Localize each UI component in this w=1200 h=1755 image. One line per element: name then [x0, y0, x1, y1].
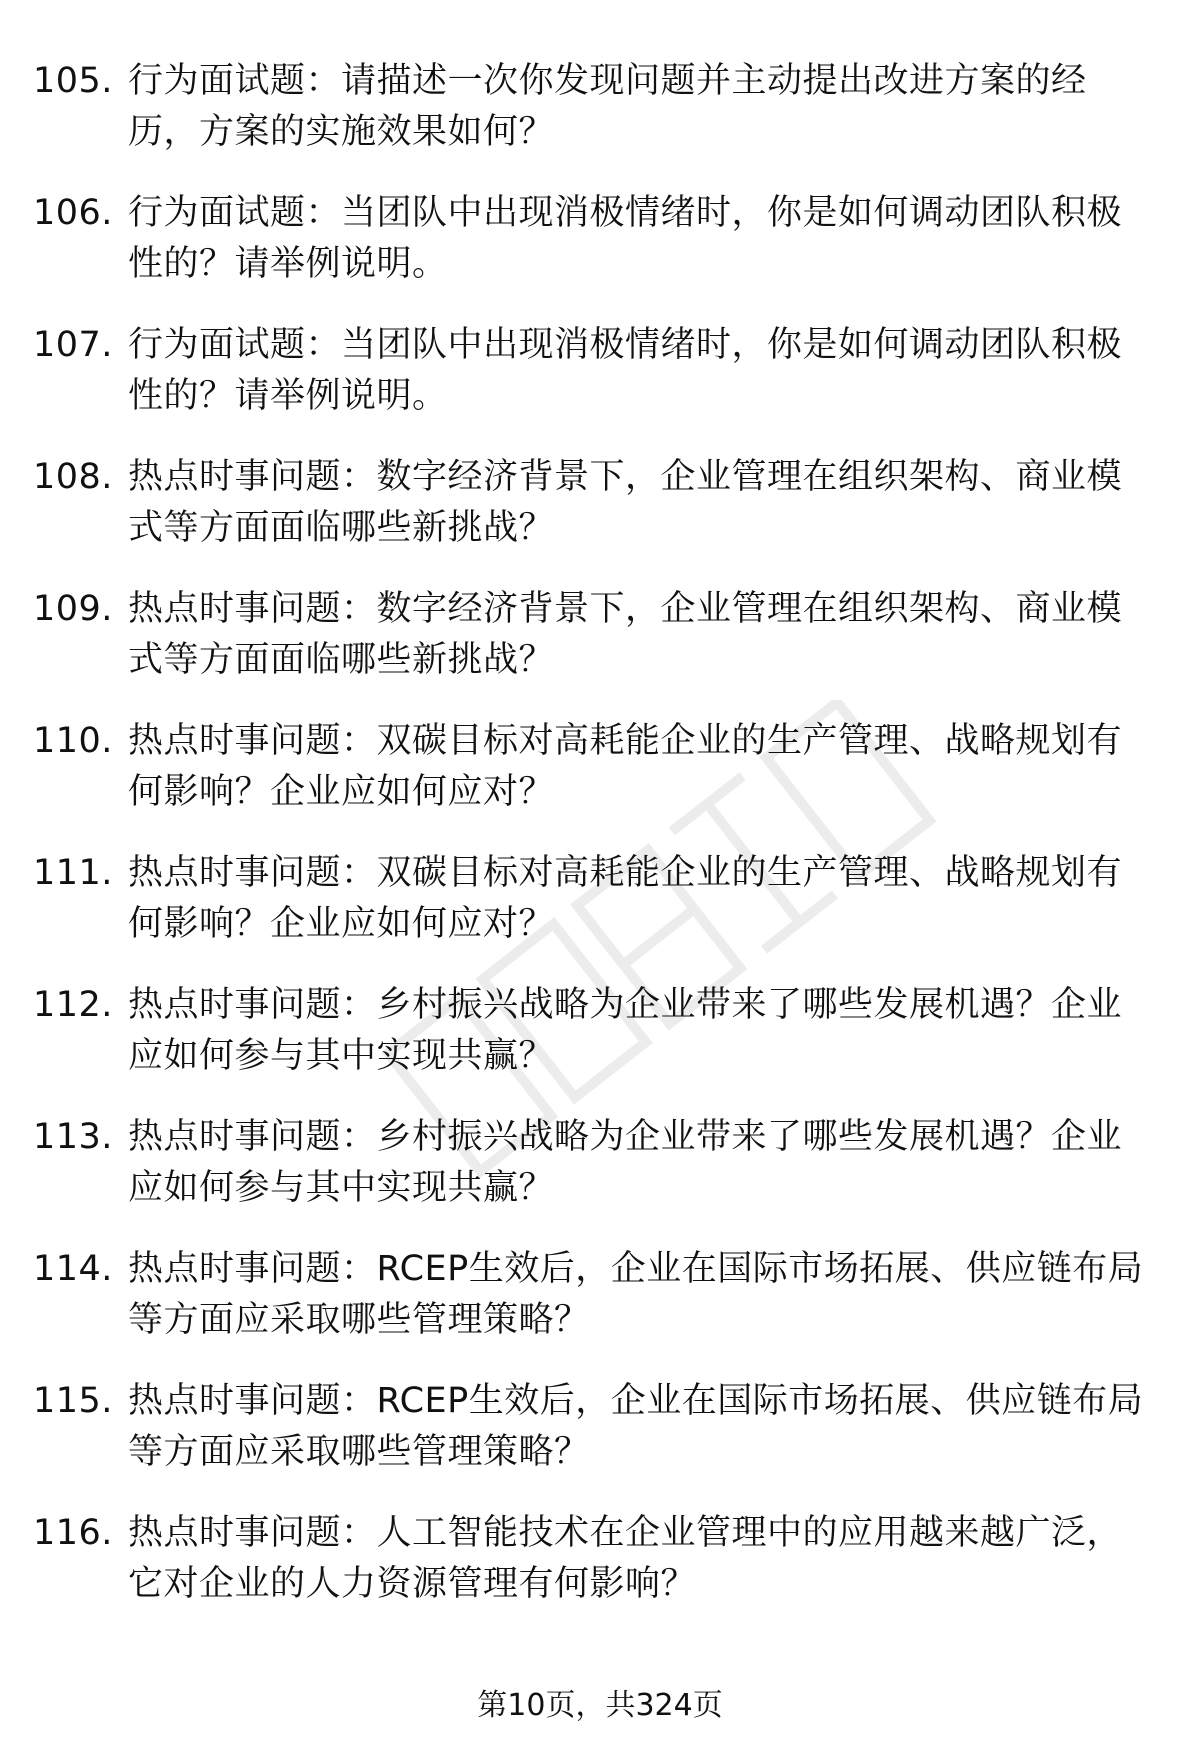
- list-item: [0, 320, 1200, 452]
- list-item: [0, 584, 1200, 716]
- question-text: 热点时事问题：乡村振兴战略为企业带来了哪些发展机遇？企业应如何参与其中实现共赢？: [128, 1117, 1123, 1208]
- page-number-footer: 第10页，共324页: [477, 1688, 723, 1723]
- question-number: 114.: [33, 1249, 113, 1289]
- question-number: 108.: [33, 457, 113, 497]
- question-list: [0, 56, 1200, 1640]
- question-number: 115.: [33, 1381, 113, 1421]
- list-item: [0, 980, 1200, 1112]
- question-text: 热点时事问题：双碳目标对高耗能企业的生产管理、战略规划有何影响？企业应如何应对？: [128, 721, 1123, 812]
- question-number: 106.: [33, 193, 113, 233]
- list-item: [0, 452, 1200, 584]
- question-text: 热点时事问题：数字经济背景下，企业管理在组织架构、商业模式等方面面临哪些新挑战？: [128, 457, 1123, 548]
- question-text: 热点时事问题：RCEP生效后，企业在国际市场拓展、供应链布局等方面应采取哪些管理策略？: [128, 1381, 1144, 1472]
- question-number: 111.: [33, 853, 113, 893]
- list-item: [0, 716, 1200, 848]
- list-item: [0, 188, 1200, 320]
- question-text: 行为面试题：请描述一次你发现问题并主动提出改进方案的经历，方案的实施效果如何？: [128, 61, 1087, 152]
- list-item: [0, 1508, 1200, 1640]
- list-item: [0, 1244, 1200, 1376]
- question-number: 107.: [33, 325, 113, 365]
- question-text: 热点时事问题：数字经济背景下，企业管理在组织架构、商业模式等方面面临哪些新挑战？: [128, 589, 1123, 680]
- question-text: 行为面试题：当团队中出现消极情绪时，你是如何调动团队积极性的？请举例说明。: [128, 193, 1123, 284]
- question-text: 热点时事问题：双碳目标对高耗能企业的生产管理、战略规划有何影响？企业应如何应对？: [128, 853, 1123, 944]
- list-item: [0, 1376, 1200, 1508]
- question-text: 行为面试题：当团队中出现消极情绪时，你是如何调动团队积极性的？请举例说明。: [128, 325, 1123, 416]
- question-text: 热点时事问题：RCEP生效后，企业在国际市场拓展、供应链布局等方面应采取哪些管理策略？: [128, 1249, 1144, 1340]
- question-number: 116.: [33, 1513, 113, 1553]
- list-item: [0, 848, 1200, 980]
- question-text: 热点时事问题：人工智能技术在企业管理中的应用越来越广泛，它对企业的人力资源管理有何影响？: [128, 1513, 1123, 1604]
- question-text: 热点时事问题：乡村振兴战略为企业带来了哪些发展机遇？企业应如何参与其中实现共赢？: [128, 985, 1123, 1076]
- question-number: 113.: [33, 1117, 113, 1157]
- question-number: 112.: [33, 985, 113, 1025]
- question-number: 105.: [33, 61, 113, 101]
- question-number: 109.: [33, 589, 113, 629]
- list-item: [0, 56, 1200, 188]
- list-item: [0, 1112, 1200, 1244]
- question-number: 110.: [33, 721, 113, 761]
